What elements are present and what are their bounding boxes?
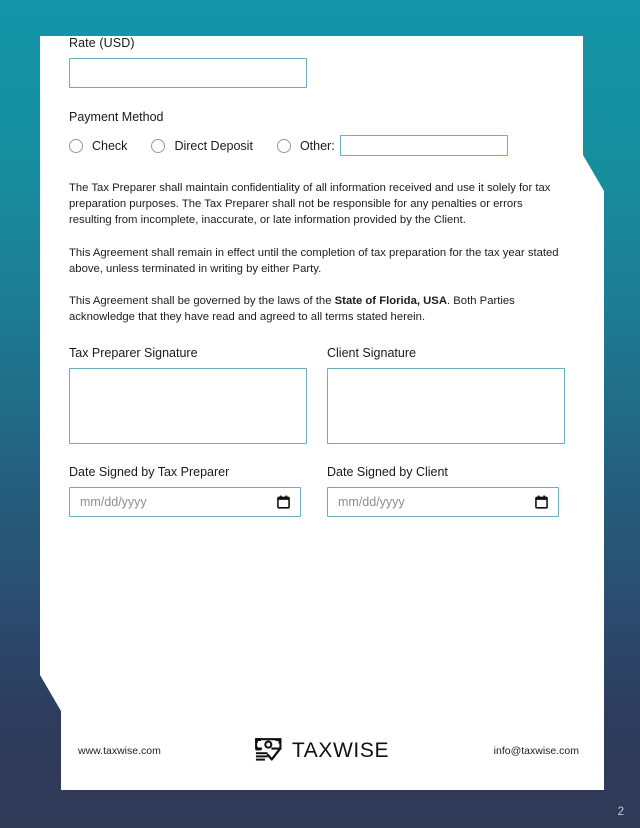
clause-term: This Agreement shall remain in effect until the completion of tax preparation for the tax year stated above, unless terminated in writing by either Party. <box>69 246 559 275</box>
banknote-check-icon <box>255 738 285 764</box>
radio-other-icon[interactable] <box>277 139 291 153</box>
radio-option-direct-deposit-label: Direct Deposit <box>174 138 253 153</box>
clause-governing-law-state: State of Florida, USA <box>334 295 447 308</box>
clause-governing-law <box>69 293 563 325</box>
radio-option-other[interactable] <box>277 139 335 153</box>
footer-website-link[interactable]: www.taxwise.com <box>78 745 161 757</box>
payment-method-label: Payment Method <box>69 110 164 124</box>
footer-brand <box>255 738 389 764</box>
page-number: 2 <box>617 806 624 818</box>
footer-brand-name: TAXWISE <box>291 739 390 762</box>
client-date-group <box>327 465 559 517</box>
radio-option-direct-deposit[interactable] <box>151 139 253 153</box>
client-date-input[interactable] <box>327 487 559 517</box>
date-signed-section <box>69 465 565 517</box>
payment-method-group <box>69 110 565 156</box>
page-footer <box>40 735 604 767</box>
payment-method-other-input[interactable] <box>340 135 508 156</box>
signature-section <box>69 346 565 444</box>
radio-option-other-label: Other: <box>299 138 335 153</box>
clause-governing-law-after: . Both Parties acknowledge that they have read and agreed to all terms stated herein. <box>69 295 515 324</box>
radio-option-check-label: Check <box>92 138 128 153</box>
rate-label: Rate (USD) <box>69 36 135 50</box>
client-signature-group <box>327 346 565 444</box>
radio-check-icon[interactable] <box>69 139 83 153</box>
preparer-date-label: Date Signed by Tax Preparer <box>69 465 230 480</box>
preparer-signature-label: Tax Preparer Signature <box>69 346 198 361</box>
clause-confidentiality: The Tax Preparer shall maintain confidentiality of all information received and use it solely for tax preparation purposes. The Tax Preparer shall not be responsible for any penalties or errors resulting from incomplete, inaccurate, or late information provided by the Client. <box>69 182 551 227</box>
footer-email-link[interactable]: info@taxwise.com <box>493 745 579 757</box>
rate-input[interactable] <box>69 58 307 88</box>
calendar-icon[interactable] <box>277 495 290 509</box>
payment-method-options <box>69 135 565 156</box>
preparer-date-placeholder: mm/dd/yyyy <box>80 495 147 510</box>
client-signature-box[interactable] <box>327 368 565 444</box>
preparer-date-group <box>69 465 301 517</box>
clause-governing-law-before: This Agreement shall be governed by the laws of the <box>69 295 335 308</box>
client-signature-label: Client Signature <box>327 346 416 361</box>
form-content <box>69 36 565 517</box>
client-date-label: Date Signed by Client <box>327 465 448 480</box>
preparer-signature-group <box>69 346 307 444</box>
calendar-icon[interactable] <box>535 495 548 509</box>
preparer-date-input[interactable] <box>69 487 301 517</box>
radio-direct-deposit-icon[interactable] <box>151 139 165 153</box>
radio-option-check[interactable] <box>69 139 127 153</box>
client-date-placeholder: mm/dd/yyyy <box>338 495 405 510</box>
preparer-signature-box[interactable] <box>69 368 307 444</box>
rate-field-group <box>69 36 565 88</box>
